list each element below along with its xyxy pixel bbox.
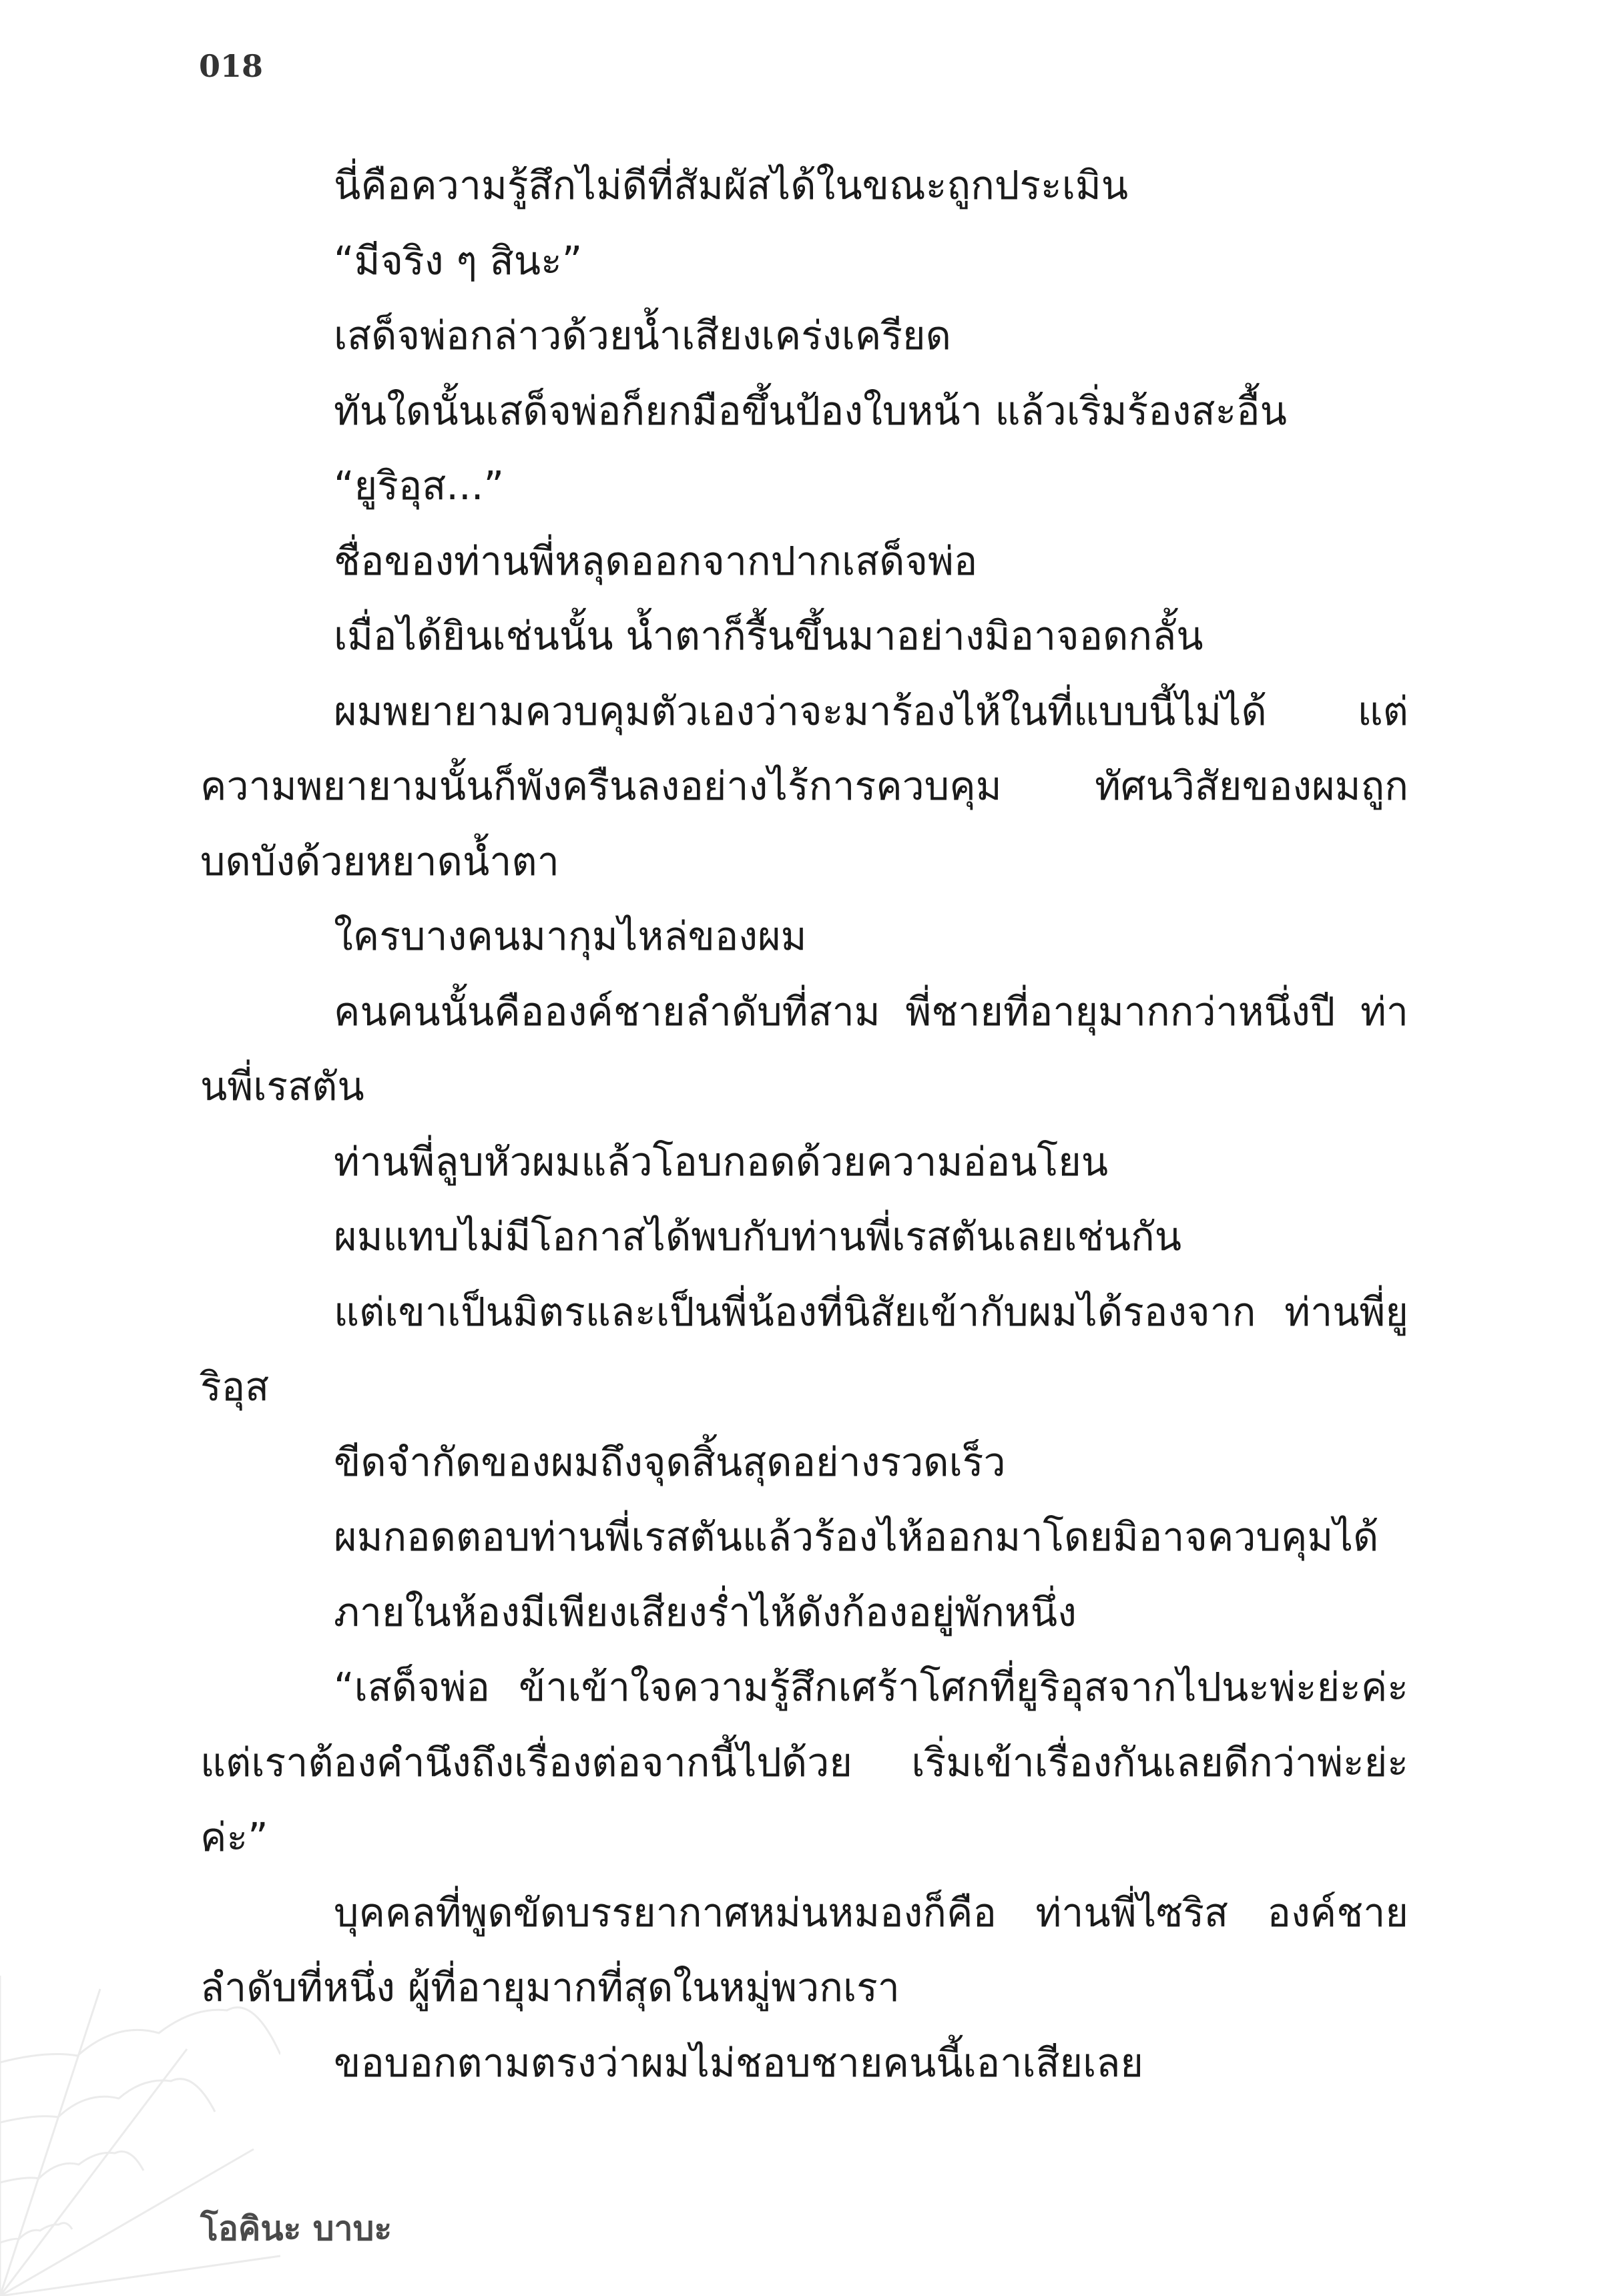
paragraph: บุคคลที่พูดขัดบรรยากาศหม่นหมองก็คือ ท่านพี่ไซริส องค์ชายลำดับที่หนึ่ง ผู้ที่อายุมากที่สุดในหมู่พวกเรา [200, 1889, 1408, 2010]
paragraph: ผมแทบไม่มีโอกาสได้พบกับท่านพี่เรสตันเลยเช่นกัน [334, 1213, 1182, 1259]
paragraph: ท่านพี่ลูบหัวผมแล้วโอบกอดด้วยความอ่อนโยน [334, 1138, 1109, 1185]
page-number: 018 [199, 48, 264, 84]
paragraph: ผมกอดตอบท่านพี่เรสตันแล้วร้องไห้ออกมาโดยมิอาจควบคุมได้ [334, 1514, 1379, 1560]
paragraph: นี่คือความรู้สึกไม่ดีที่สัมผัสได้ในขณะถูกประเมิน [334, 162, 1129, 208]
body-text [200, 148, 1408, 2100]
book-title-footer: โอคินะ บาบะ [200, 2209, 392, 2248]
paragraph: “เสด็จพ่อ ข้าเข้าใจความรู้สึกเศร้าโศกที่ยูริอุสจากไปนะพ่ะย่ะค่ะ แต่เราต้องคำนึงถึงเรื่องต่อจากนี้ไปด้วย เริ่มเข้าเรื่องกันเลยดีกว่าพ่ะย่ะค่ะ” [200, 1664, 1408, 1860]
paragraph: เมื่อได้ยินเช่นนั้น น้ำตาก็รื้นขึ้นมาอย่างมิอาจอดกลั้น [334, 613, 1203, 659]
paragraph: ใครบางคนมากุมไหล่ของผม [334, 913, 807, 959]
paragraph: “มีจริง ๆ สินะ” [334, 237, 583, 284]
paragraph: ขีดจำกัดของผมถึงจุดสิ้นสุดอย่างรวดเร็ว [334, 1438, 1006, 1485]
paragraph: แต่เขาเป็นมิตรและเป็นพี่น้องที่นิสัยเข้ากับผมได้รองจาก ท่านพี่ยูริอุส [200, 1288, 1408, 1410]
paragraph: ผมพยายามควบคุมตัวเองว่าจะมาร้องไห้ในที่แบบนี้ไม่ได้ แต่ความพยายามนั้นก็พังครืนลงอย่างไร้การควบคุม ทัศนวิสัยของผมถูกบดบังด้วยหยาดน้ำตา [200, 687, 1408, 884]
paragraph: เสด็จพ่อกล่าวด้วยน้ำเสียงเคร่งเครียด [334, 312, 951, 358]
paragraph: “ยูริอุส...” [334, 463, 505, 509]
paragraph: ชื่อของท่านพี่หลุดออกจากปากเสด็จพ่อ [334, 537, 978, 584]
paragraph: ภายในห้องมีเพียงเสียงร่ำไห้ดังก้องอยู่พักหนึ่ง [334, 1589, 1077, 1635]
paragraph: ทันใดนั้นเสด็จพ่อก็ยกมือขึ้นป้องใบหน้า แล้วเริ่มร้องสะอื้น [334, 387, 1287, 434]
paragraph: คนคนนั้นคือองค์ชายลำดับที่สาม พี่ชายที่อายุมากกว่าหนึ่งปี ท่านพี่เรสตัน [200, 988, 1408, 1109]
paragraph: ขอบอกตามตรงว่าผมไม่ชอบชายคนนี้เอาเสียเลย [334, 2039, 1143, 2086]
